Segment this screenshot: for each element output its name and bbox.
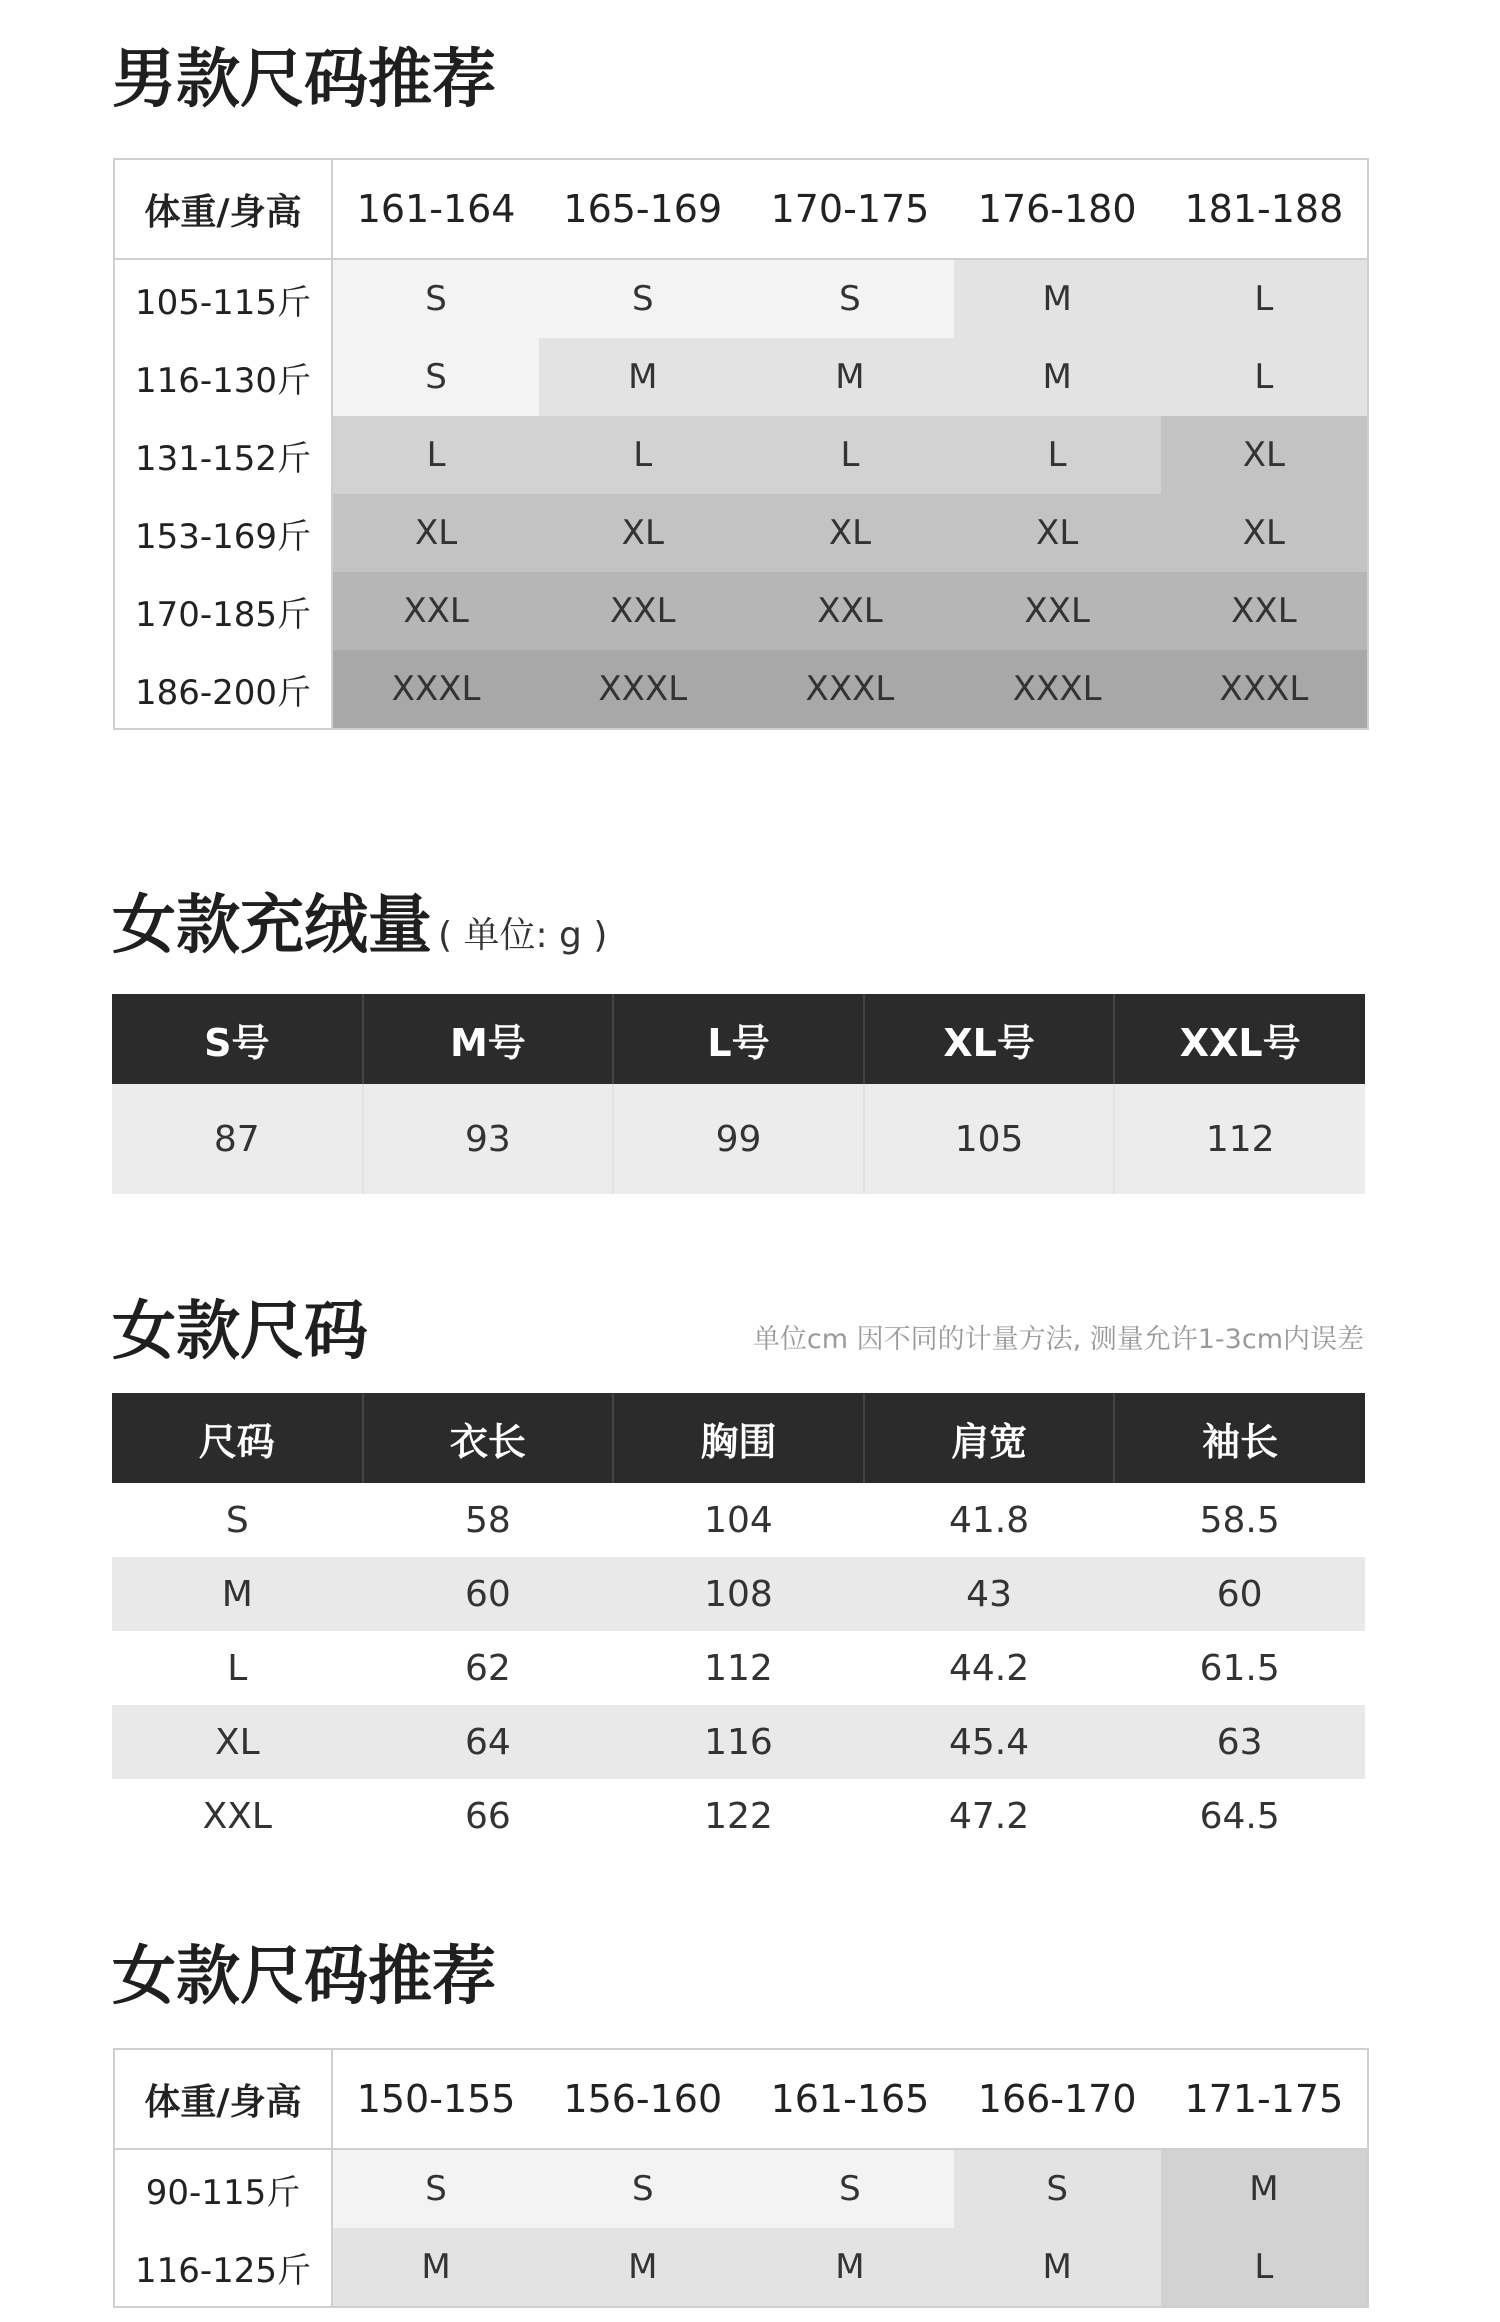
column-header: 袖长 bbox=[1114, 1393, 1365, 1483]
table-cell: 58 bbox=[464, 1499, 511, 1541]
table-row bbox=[114, 650, 1368, 729]
size-cell: S bbox=[539, 259, 746, 338]
size-cell: M bbox=[539, 2228, 746, 2307]
size-cell: L bbox=[332, 416, 539, 494]
table-cell: 112 bbox=[704, 1647, 773, 1689]
table-cell: 62 bbox=[464, 1647, 511, 1689]
size-cell: XXL bbox=[1161, 572, 1368, 650]
weight-label: 105-115斤 bbox=[114, 259, 332, 338]
size-cell: XL bbox=[332, 494, 539, 572]
size-cell: L bbox=[1161, 259, 1368, 338]
table-row bbox=[112, 1084, 1365, 1194]
size-cell: XL bbox=[746, 494, 953, 572]
women-recommendation-title: 女款尺码推荐 bbox=[112, 1940, 496, 2014]
women-recommendation-table bbox=[113, 2048, 1369, 2308]
fill-value: 105 bbox=[864, 1084, 1115, 1194]
women-fill-title-text: 女款充绒量 bbox=[112, 889, 432, 963]
weight-label: 153-169斤 bbox=[114, 494, 332, 572]
size-cell: M bbox=[539, 338, 746, 416]
height-header: 166-170 bbox=[954, 2049, 1161, 2149]
size-cell: XXL bbox=[746, 572, 953, 650]
corner-header: 体重/身高 bbox=[114, 2049, 332, 2149]
table-row bbox=[114, 2228, 1368, 2307]
size-header: XXL号 bbox=[1114, 994, 1365, 1084]
table-header-row bbox=[114, 159, 1368, 259]
size-cell: M bbox=[954, 2228, 1161, 2307]
table-row bbox=[114, 2149, 1368, 2228]
weight-label: 170-185斤 bbox=[114, 572, 332, 650]
table-row bbox=[112, 1483, 1365, 1557]
corner-header: 体重/身高 bbox=[114, 159, 332, 259]
size-header: M号 bbox=[363, 994, 614, 1084]
table-row bbox=[114, 572, 1368, 650]
size-cell: M bbox=[1161, 2149, 1368, 2228]
table-cell: 58.5 bbox=[1199, 1499, 1280, 1541]
size-cell: S bbox=[746, 2149, 953, 2228]
size-cell: S bbox=[539, 2149, 746, 2228]
size-header: S号 bbox=[112, 994, 363, 1084]
table-cell: 60 bbox=[1114, 1557, 1365, 1631]
weight-label: 186-200斤 bbox=[114, 650, 332, 729]
table-row bbox=[114, 494, 1368, 572]
table-row bbox=[112, 1705, 1365, 1779]
table-cell: 41.8 bbox=[949, 1499, 1030, 1541]
table-cell: 122 bbox=[704, 1795, 773, 1837]
size-cell: S bbox=[332, 338, 539, 416]
table-cell: 61.5 bbox=[1199, 1647, 1280, 1689]
table-cell: XL bbox=[112, 1705, 363, 1779]
size-cell: M bbox=[954, 338, 1161, 416]
size-cell: XXL bbox=[332, 572, 539, 650]
size-cell: XL bbox=[539, 494, 746, 572]
height-header: 161-164 bbox=[332, 159, 539, 259]
size-header: XL号 bbox=[864, 994, 1115, 1084]
fill-value: 112 bbox=[1114, 1084, 1365, 1194]
fill-value: 99 bbox=[613, 1084, 864, 1194]
table-cell: 64 bbox=[363, 1705, 614, 1779]
women-fill-table bbox=[112, 994, 1365, 1194]
size-cell: S bbox=[332, 2149, 539, 2228]
table-row bbox=[112, 1779, 1365, 1853]
table-cell: 63 bbox=[1114, 1705, 1365, 1779]
height-header: 156-160 bbox=[539, 2049, 746, 2149]
weight-label: 90-115斤 bbox=[114, 2149, 332, 2228]
height-header: 161-165 bbox=[746, 2049, 953, 2149]
men-recommendation-title: 男款尺码推荐 bbox=[112, 43, 496, 117]
column-header: 胸围 bbox=[613, 1393, 864, 1483]
size-cell: L bbox=[1161, 2228, 1368, 2307]
size-cell: XXXL bbox=[746, 650, 953, 729]
table-cell: 47.2 bbox=[949, 1795, 1030, 1837]
size-cell: S bbox=[332, 259, 539, 338]
size-cell: XXXL bbox=[1161, 650, 1368, 729]
size-cell: S bbox=[954, 2149, 1161, 2228]
height-header: 150-155 bbox=[332, 2049, 539, 2149]
table-row bbox=[112, 1557, 1365, 1631]
table-row bbox=[114, 259, 1368, 338]
height-header: 176-180 bbox=[954, 159, 1161, 259]
size-cell: L bbox=[539, 416, 746, 494]
table-cell: L bbox=[227, 1647, 248, 1689]
fill-value: 93 bbox=[363, 1084, 614, 1194]
size-cell: S bbox=[746, 259, 953, 338]
women-size-table bbox=[112, 1393, 1365, 1853]
size-cell: M bbox=[954, 259, 1161, 338]
height-header: 171-175 bbox=[1161, 2049, 1368, 2149]
height-header: 181-188 bbox=[1161, 159, 1368, 259]
table-cell: 66 bbox=[464, 1795, 511, 1837]
table-header-row bbox=[112, 1393, 1365, 1483]
table-cell: 116 bbox=[613, 1705, 864, 1779]
size-cell: XXXL bbox=[954, 650, 1161, 729]
height-header: 170-175 bbox=[746, 159, 953, 259]
size-cell: XXXL bbox=[332, 650, 539, 729]
women-size-title: 女款尺码 bbox=[112, 1295, 368, 1369]
women-fill-title bbox=[112, 886, 607, 976]
table-cell: M bbox=[112, 1557, 363, 1631]
size-cell: M bbox=[746, 338, 953, 416]
size-cell: L bbox=[1161, 338, 1368, 416]
size-cell: XL bbox=[954, 494, 1161, 572]
table-cell: 60 bbox=[363, 1557, 614, 1631]
size-cell: XXL bbox=[954, 572, 1161, 650]
table-cell: 45.4 bbox=[864, 1705, 1115, 1779]
table-row bbox=[112, 1631, 1365, 1705]
size-cell: M bbox=[332, 2228, 539, 2307]
men-recommendation-table bbox=[113, 158, 1369, 730]
weight-label: 116-130斤 bbox=[114, 338, 332, 416]
column-header: 尺码 bbox=[112, 1393, 363, 1483]
fill-value: 87 bbox=[112, 1084, 363, 1194]
table-cell: XXL bbox=[202, 1795, 272, 1837]
measurement-note: 单位cm 因不同的计量方法, 测量允许1-3cm内误差 bbox=[752, 1324, 1364, 1355]
table-header-row bbox=[114, 2049, 1368, 2149]
table-row bbox=[114, 416, 1368, 494]
column-header: 衣长 bbox=[363, 1393, 614, 1483]
table-cell: 43 bbox=[864, 1557, 1115, 1631]
size-cell: XL bbox=[1161, 416, 1368, 494]
table-cell: 64.5 bbox=[1199, 1795, 1280, 1837]
size-cell: L bbox=[954, 416, 1161, 494]
table-cell: 44.2 bbox=[949, 1647, 1030, 1689]
size-cell: L bbox=[746, 416, 953, 494]
table-cell: 104 bbox=[704, 1499, 773, 1541]
table-cell: 108 bbox=[613, 1557, 864, 1631]
unit-label: ( 单位: g ) bbox=[438, 915, 608, 956]
column-header: 肩宽 bbox=[864, 1393, 1115, 1483]
size-cell: XL bbox=[1161, 494, 1368, 572]
size-cell: M bbox=[746, 2228, 953, 2307]
size-header: L号 bbox=[613, 994, 864, 1084]
table-cell: S bbox=[225, 1499, 249, 1541]
table-header-row bbox=[112, 994, 1365, 1084]
size-cell: XXXL bbox=[539, 650, 746, 729]
weight-label: 131-152斤 bbox=[114, 416, 332, 494]
weight-label: 116-125斤 bbox=[114, 2228, 332, 2307]
table-row bbox=[114, 338, 1368, 416]
size-cell: XXL bbox=[539, 572, 746, 650]
height-header: 165-169 bbox=[539, 159, 746, 259]
